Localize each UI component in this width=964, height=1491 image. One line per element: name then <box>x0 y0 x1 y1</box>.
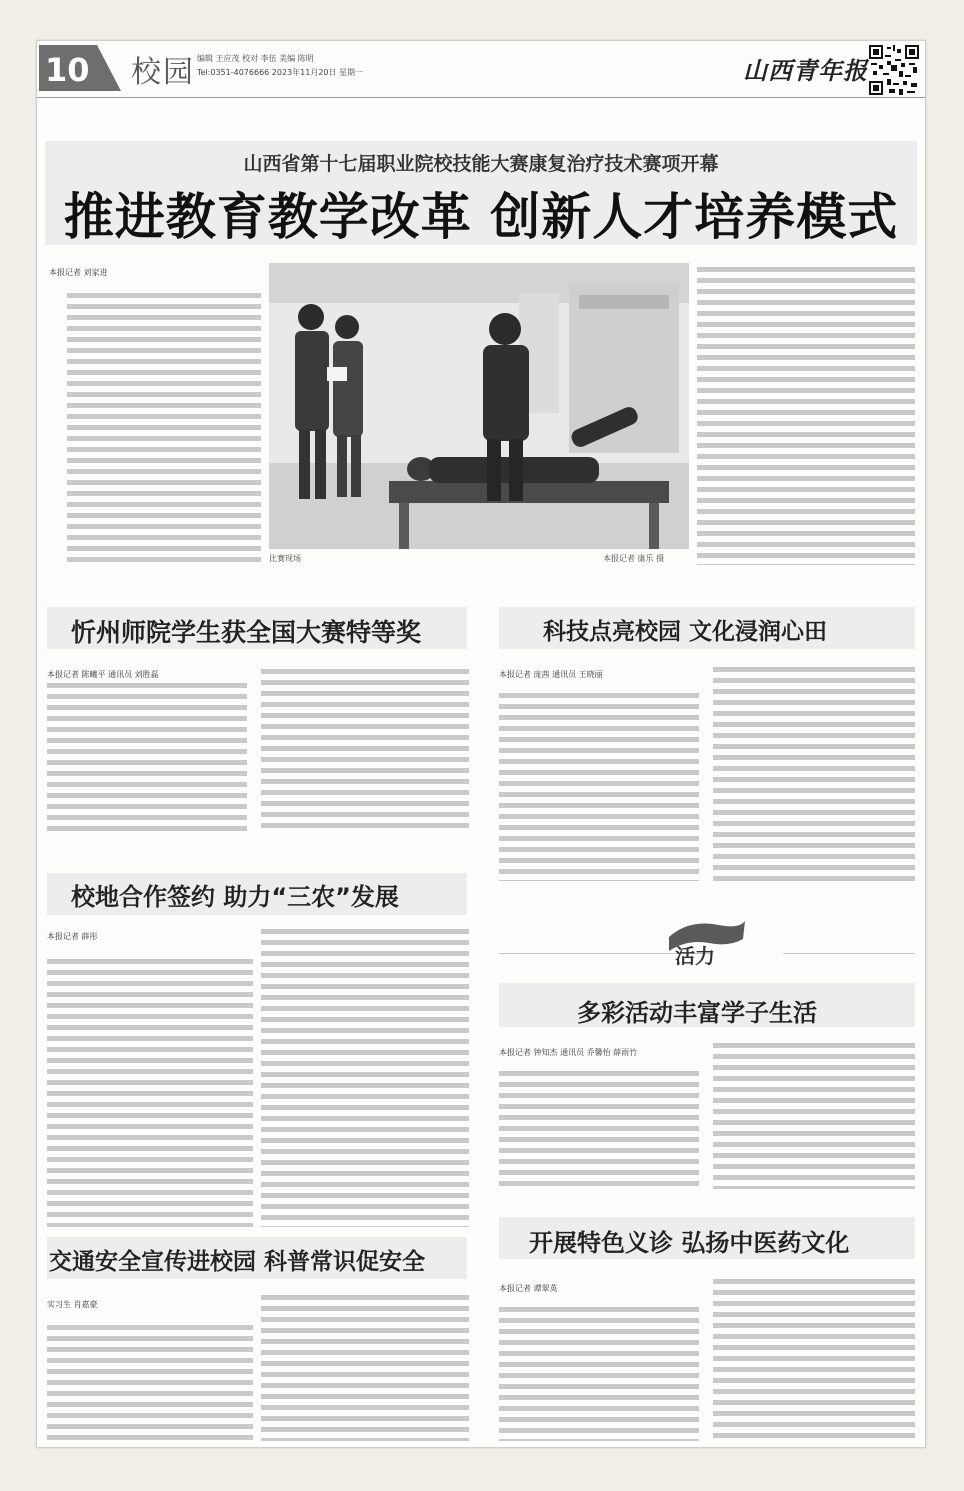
agri-text-column-1 <box>47 959 253 1227</box>
xinzhou-byline: 本报记者 陈曦平 通讯员 刘胜磊 <box>47 670 159 679</box>
lead-subtitle: 山西省第十七届职业院校技能大赛康复治疗技术赛项开幕 <box>243 153 719 175</box>
column-logo-text: 活力 <box>675 944 715 968</box>
activities-story-title: 多彩活动丰富学子生活 <box>577 999 817 1027</box>
tcm-text-column-2 <box>713 1279 915 1441</box>
qr-code-icon <box>869 45 919 95</box>
column-divider-right <box>783 953 915 954</box>
page-number-badge <box>39 45 121 91</box>
traffic-story-title: 交通安全宣传进校园 科普常识促安全 <box>49 1249 426 1275</box>
masthead <box>37 41 925 98</box>
tech-story-title: 科技点亮校园 文化浸润心田 <box>543 619 828 645</box>
activities-text-column-1 <box>499 1071 699 1189</box>
lead-photo <box>269 263 689 549</box>
traffic-byline: 实习生 肖嘉豪 <box>47 1300 98 1309</box>
tcm-byline: 本报记者 谭翠英 <box>499 1284 558 1293</box>
column-logo-icon <box>659 917 749 971</box>
traffic-text-column-1 <box>47 1325 253 1441</box>
activities-byline: 本报记者 钟知杰 通讯员 乔馨怡 薛雨竹 <box>499 1048 638 1057</box>
lead-photo-credit: 本报记者 康乐 摄 <box>603 554 665 563</box>
xinzhou-story-title: 忻州师院学生获全国大赛特等奖 <box>71 618 422 647</box>
agri-text-column-2 <box>261 929 469 1227</box>
page-number: 10 <box>45 51 90 89</box>
agri-byline: 本报记者 薛彤 <box>47 932 98 941</box>
rehab-scene-illustration <box>269 263 689 549</box>
section-name: 校园 <box>131 55 195 90</box>
tech-text-column-2 <box>713 667 915 881</box>
lead-photo-caption: 比赛现场 <box>269 554 301 563</box>
traffic-text-column-2 <box>261 1295 469 1441</box>
xinzhou-text-column-1 <box>47 683 247 833</box>
tech-text-column-1 <box>499 693 699 881</box>
tcm-text-column-1 <box>499 1307 699 1441</box>
header-contact: Tel:0351-4076666 2023年11月20日 星期一 <box>197 68 364 77</box>
paper-logo: 山西青年报 <box>743 56 868 85</box>
activities-text-column-2 <box>713 1043 915 1189</box>
lead-byline: 本报记者 刘家进 <box>49 268 108 277</box>
newspaper-page <box>36 40 926 1448</box>
tech-byline: 本报记者 庞茜 通讯员 王晓丽 <box>499 670 603 679</box>
lead-text-column-1 <box>67 293 261 565</box>
lead-text-column-2 <box>697 267 915 565</box>
lead-headline: 推进教育教学改革 创新人才培养模式 <box>63 188 899 246</box>
agri-story-title: 校地合作签约 助力“三农”发展 <box>71 883 399 911</box>
xinzhou-text-column-2 <box>261 669 469 833</box>
tcm-story-title: 开展特色义诊 弘扬中医药文化 <box>529 1229 850 1257</box>
header-staff: 编辑 王应茂 校对 李伍 美编 陈明 <box>197 54 314 63</box>
